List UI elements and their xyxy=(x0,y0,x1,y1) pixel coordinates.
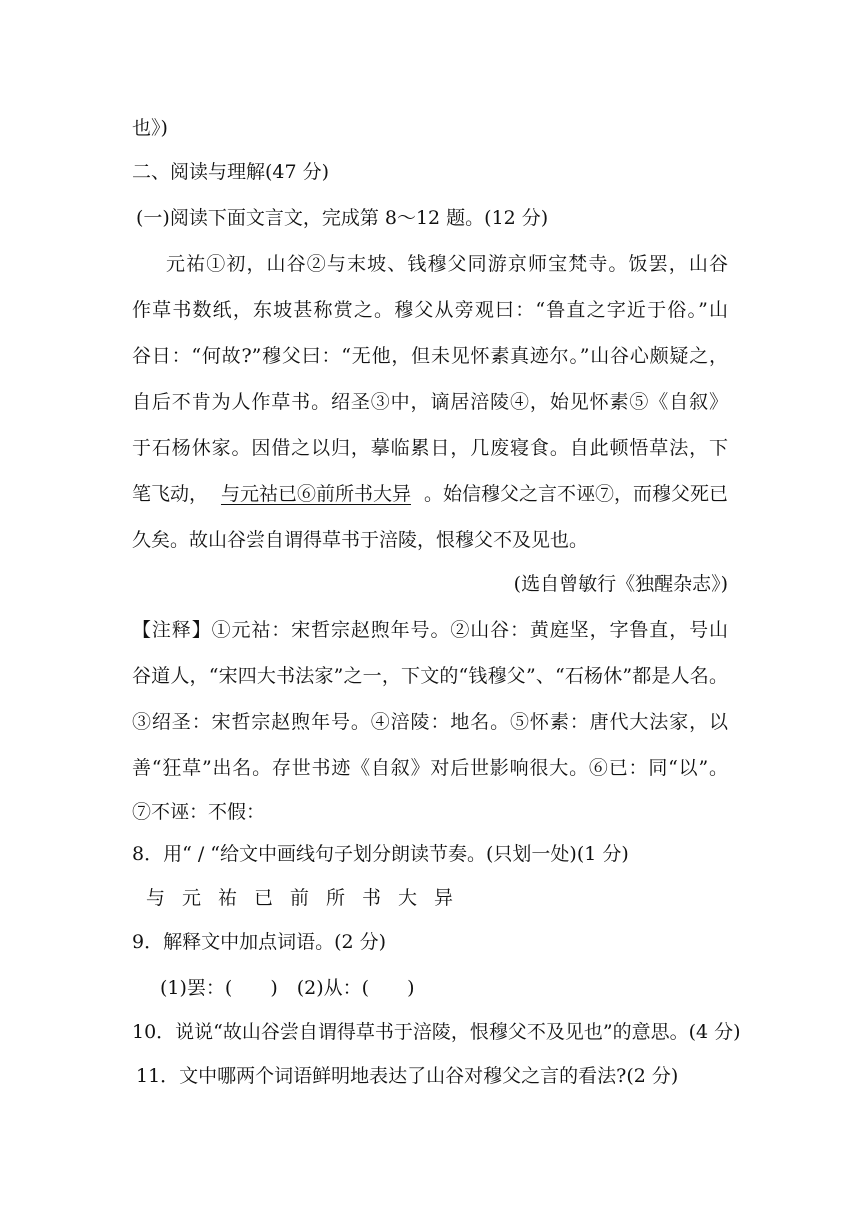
note-line-1: 【注释】①元祜：宋哲宗赵煦年号。②山谷：黄庭坚，字鲁直，号山 xyxy=(132,619,728,641)
question-11: 11．文中哪两个词语鲜明地表达了山谷对穆父之言的看法?(2 分) xyxy=(136,1065,679,1087)
question-9-blanks: (1)罢：( ) (2)从：( ) xyxy=(160,977,415,999)
continued-line: 也》) xyxy=(132,117,168,139)
note-line-3: ③绍圣：宋哲宗赵煦年号。④涪陵：地名。⑤怀素：唐代大法家，以 xyxy=(132,711,728,733)
passage-line-7: 久矣。故山谷尝自谓得草书于涪陵，恨穆父不及见也。 xyxy=(132,529,589,551)
passage-segment: 。始信穆父之言不诬⑦，而穆父死已 xyxy=(423,483,728,505)
passage-line-3: 谷日：“何故?”穆父曰：“无他，但未见怀素真迹尔。”山谷心颇疑之， xyxy=(132,345,728,367)
passage-line-6 xyxy=(132,482,728,506)
rhythm-sentence: 与元祐已前所书大异 xyxy=(146,887,471,909)
note-line-2: 谷道人，“宋四大书法家”之一，下文的“钱穆父”、“石杨休”都是人名。 xyxy=(132,665,728,687)
question-8: 8．用“ / “给文中画线句子划分朗读节奏。(只划一处)(1 分) xyxy=(132,843,629,865)
question-10: 10．说说“故山谷尝自谓得草书于涪陵，恨穆父不及见也”的意思。(4 分) xyxy=(132,1021,741,1043)
section-heading: 二、阅读与理解(47 分) xyxy=(132,161,330,183)
note-line-5: ⑦不诬：不假： xyxy=(132,801,266,823)
passage-line-4: 自后不肯为人作草书。绍圣③中，谪居涪陵④，始见怀素⑤《自叙》 xyxy=(132,391,728,413)
underlined-sentence: 与元祜已⑥前所书大异 xyxy=(220,483,411,505)
passage-line-1: 元祐①初，山谷②与末坡、钱穆父同游京师宝梵寺。饭罢，山谷 xyxy=(166,253,728,275)
passage-line-5: 于石杨休家。因借之以归，摹临累日，几废寝食。自此顿悟草法，下 xyxy=(132,437,728,459)
passage-segment: 笔飞动， xyxy=(132,483,209,505)
question-9: 9．解释文中加点词语。(2 分) xyxy=(132,931,387,953)
subsection-heading: (一)阅读下面文言文，完成第 8～12 题。(12 分) xyxy=(136,207,549,229)
passage-line-2: 作草书数纸，东坡甚称赏之。穆父从旁观曰：“鲁直之字近于俗。”山 xyxy=(132,299,728,321)
source-citation: (选自曾敏行《独醒杂志》) xyxy=(513,573,728,595)
note-line-4: 善“狂草”出名。存世书迹《自叙》对后世影响很大。⑥已：同“以”。 xyxy=(132,757,728,779)
